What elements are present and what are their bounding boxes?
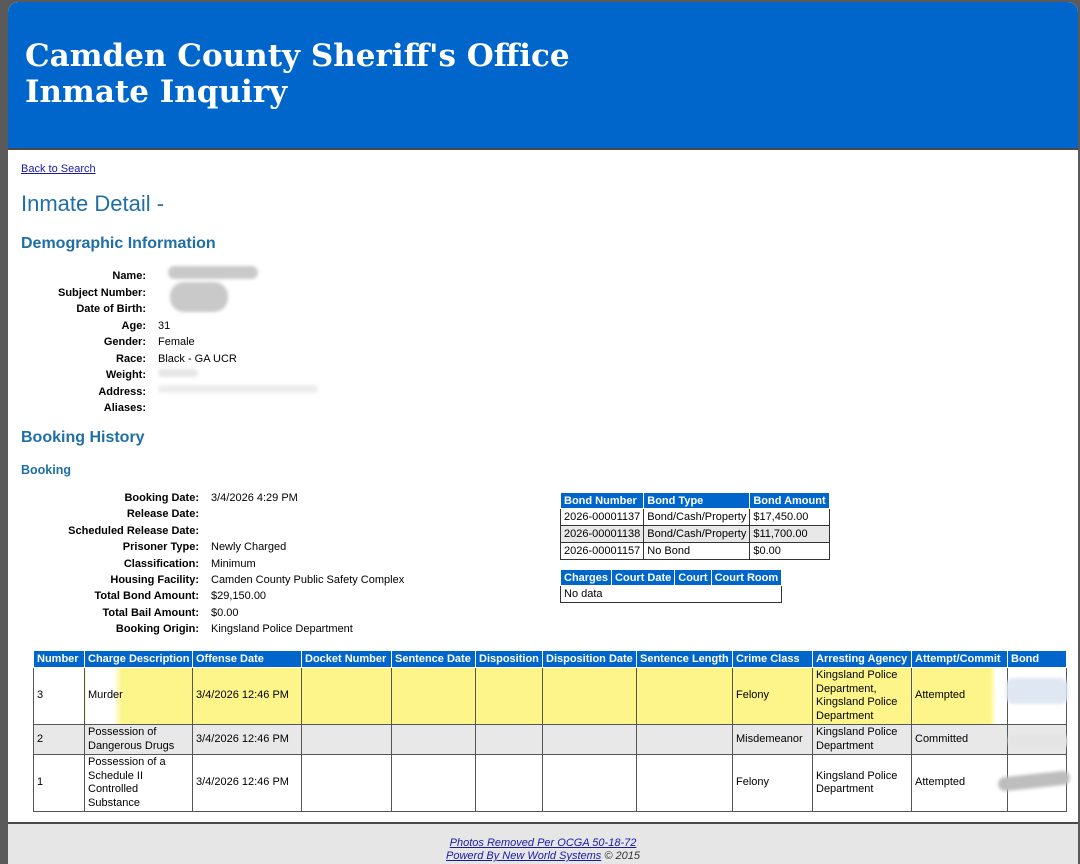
booking-row-release-date bbox=[8, 506, 548, 522]
field-label: Age: bbox=[121, 319, 146, 332]
sentence-date bbox=[392, 725, 476, 755]
disposition-date bbox=[543, 725, 637, 755]
no-data-cell: No data bbox=[561, 586, 782, 603]
column-header: Sentence Length bbox=[637, 651, 733, 668]
arresting-agency: Kingsland Police Department bbox=[813, 755, 912, 812]
table-cell: 2026-00001138 bbox=[561, 526, 644, 543]
table-row bbox=[561, 586, 782, 603]
field-label: Scheduled Release Date: bbox=[68, 524, 199, 537]
disposition-date bbox=[543, 755, 637, 812]
arresting-agency: Kingsland Police Department, Kingsland Police Department bbox=[813, 668, 912, 725]
site-header bbox=[8, 2, 1078, 150]
booking-row-total-bail bbox=[8, 605, 548, 621]
field-label: Total Bail Amount: bbox=[102, 606, 199, 619]
crime-class: Felony bbox=[733, 755, 813, 812]
column-header: Crime Class bbox=[733, 651, 813, 668]
column-header: Docket Number bbox=[302, 651, 392, 668]
column-header: Sentence Date bbox=[392, 651, 476, 668]
offense-date: 3/4/2026 12:46 PM bbox=[193, 725, 302, 755]
disposition bbox=[476, 725, 543, 755]
booking-details-list bbox=[8, 490, 548, 640]
field-value: 3/4/2026 4:29 PM bbox=[211, 492, 298, 504]
field-label: Date of Birth: bbox=[76, 303, 146, 315]
docket-number bbox=[302, 755, 392, 812]
field-label: Booking Date: bbox=[124, 492, 199, 504]
page-footer bbox=[8, 822, 1078, 864]
demographic-list bbox=[8, 268, 568, 418]
charge-number: 1 bbox=[34, 755, 85, 812]
field-value: 31 bbox=[158, 319, 171, 332]
field-label: Gender: bbox=[103, 336, 146, 348]
demographic-heading: Demographic Information bbox=[21, 235, 216, 252]
crime-class: Felony bbox=[733, 668, 813, 725]
column-header: Charge Description bbox=[85, 651, 193, 668]
table-cell: 2026-00001157 bbox=[561, 543, 644, 560]
field-label: Name: bbox=[112, 270, 146, 282]
attempt-commit: Committed bbox=[912, 725, 1008, 755]
column-header: Arresting Agency bbox=[813, 651, 912, 668]
field-label: Total Bond Amount: bbox=[94, 590, 199, 603]
redaction-mark bbox=[1006, 678, 1068, 704]
field-value: Camden County Public Safety Complex bbox=[211, 574, 405, 586]
column-header: Court Date bbox=[612, 570, 675, 586]
booking-row-classification bbox=[8, 556, 548, 572]
disposition bbox=[476, 668, 543, 725]
attempt-commit: Attempted bbox=[912, 755, 1008, 812]
table-row bbox=[34, 755, 1067, 812]
booking-row-date bbox=[8, 490, 548, 506]
charge-description: Murder bbox=[85, 668, 193, 725]
field-label: Booking Origin: bbox=[115, 623, 199, 636]
charges-table-header bbox=[34, 651, 1067, 668]
disposition bbox=[476, 755, 543, 812]
table-cell: Bond/Cash/Property bbox=[644, 509, 750, 526]
demographic-row-weight bbox=[8, 367, 568, 383]
demographic-row-dob bbox=[8, 301, 568, 317]
bond-table-header bbox=[561, 493, 830, 509]
table-row bbox=[561, 526, 830, 543]
field-label: Housing Facility: bbox=[110, 574, 199, 586]
site-title-line2: Inmate Inquiry bbox=[25, 74, 288, 110]
column-header: Bond Number bbox=[561, 493, 644, 509]
table-cell: $0.00 bbox=[750, 543, 829, 560]
site-title bbox=[25, 38, 570, 110]
booking-row-prisoner-type bbox=[8, 539, 548, 555]
table-row bbox=[34, 668, 1067, 725]
site-title-line1: Camden County Sheriff's Office bbox=[25, 38, 570, 74]
table-cell: Bond/Cash/Property bbox=[644, 526, 750, 543]
field-label: Weight: bbox=[105, 369, 146, 381]
sentence-length bbox=[637, 725, 733, 755]
back-to-search-link[interactable]: Back to Search bbox=[21, 163, 96, 175]
field-label: Classification: bbox=[123, 557, 199, 570]
sentence-date bbox=[392, 755, 476, 812]
column-header: Disposition Date bbox=[543, 651, 637, 668]
field-value: Newly Charged bbox=[211, 541, 287, 554]
charge-description: Possession of Dangerous Drugs bbox=[85, 725, 193, 755]
page-title: Inmate Detail - bbox=[21, 191, 165, 216]
field-value: $29,150.00 bbox=[211, 590, 267, 603]
docket-number bbox=[302, 725, 392, 755]
demographic-row-subject-number bbox=[8, 285, 568, 301]
court-table-header bbox=[561, 570, 782, 586]
arresting-agency: Kingsland Police Department bbox=[813, 725, 912, 755]
redaction-mark bbox=[158, 369, 198, 377]
column-header: Court Room bbox=[711, 570, 782, 586]
photos-removed-link[interactable]: Photos Removed Per OCGA 50-18-72 bbox=[449, 837, 637, 849]
charges-table bbox=[33, 650, 1067, 812]
sentence-length bbox=[637, 668, 733, 725]
column-header: Number bbox=[34, 651, 85, 668]
demographic-row-aliases bbox=[8, 400, 568, 416]
booking-row-housing-facility bbox=[8, 572, 548, 588]
booking-row-total-bond bbox=[8, 588, 548, 604]
court-table bbox=[560, 569, 782, 603]
field-value: Black - GA UCR bbox=[158, 352, 237, 365]
redaction-mark bbox=[170, 282, 228, 312]
attempt-commit: Attempted bbox=[912, 668, 1008, 725]
bond-table bbox=[560, 492, 830, 560]
field-value: Kingsland Police Department bbox=[211, 623, 353, 636]
charge-number: 3 bbox=[34, 668, 85, 725]
offense-date: 3/4/2026 12:46 PM bbox=[193, 755, 302, 812]
redaction-mark bbox=[1008, 734, 1068, 748]
demographic-row-name bbox=[8, 268, 568, 284]
demographic-row-gender bbox=[8, 334, 568, 350]
field-label: Aliases: bbox=[103, 402, 146, 414]
copyright-text: © 2015 bbox=[604, 850, 640, 862]
docket-number bbox=[302, 668, 392, 725]
footer-line-2 bbox=[8, 850, 1078, 862]
demographic-row-age bbox=[8, 318, 568, 334]
booking-history-heading: Booking History bbox=[21, 429, 145, 446]
redaction-mark bbox=[168, 266, 258, 279]
field-label: Race: bbox=[116, 352, 146, 365]
table-cell: No Bond bbox=[644, 543, 750, 560]
column-header: Charges bbox=[561, 570, 612, 586]
column-header: Offense Date bbox=[193, 651, 302, 668]
field-value: Female bbox=[158, 336, 195, 348]
disposition-date bbox=[543, 668, 637, 725]
powered-by-link[interactable]: Powerd By New World Systems bbox=[446, 850, 602, 862]
column-header: Court bbox=[675, 570, 711, 586]
charge-number: 2 bbox=[34, 725, 85, 755]
column-header: Bond bbox=[1008, 651, 1067, 668]
table-cell: $17,450.00 bbox=[750, 509, 829, 526]
booking-subheading: Booking bbox=[21, 463, 71, 477]
offense-date: 3/4/2026 12:46 PM bbox=[193, 668, 302, 725]
table-row bbox=[561, 509, 830, 526]
field-value: $0.00 bbox=[211, 606, 239, 619]
redaction-mark bbox=[158, 385, 318, 393]
sentence-date bbox=[392, 668, 476, 725]
field-label: Prisoner Type: bbox=[122, 541, 199, 554]
field-label: Address: bbox=[98, 385, 146, 398]
browser-page bbox=[8, 2, 1078, 864]
field-label: Subject Number: bbox=[57, 286, 146, 299]
field-value: Minimum bbox=[211, 557, 256, 570]
charge-description: Possession of a Schedule II Controlled Substance bbox=[85, 755, 193, 812]
demographic-row-race bbox=[8, 351, 568, 367]
table-cell: 2026-00001137 bbox=[561, 509, 644, 526]
table-row bbox=[561, 543, 830, 560]
table-row bbox=[34, 725, 1067, 755]
booking-row-origin bbox=[8, 621, 548, 637]
column-header: Attempt/Commit bbox=[912, 651, 1008, 668]
column-header: Bond Amount bbox=[750, 493, 829, 509]
field-label: Release Date: bbox=[126, 508, 199, 521]
column-header: Disposition bbox=[476, 651, 543, 668]
table-cell: $11,700.00 bbox=[750, 526, 829, 543]
crime-class: Misdemeanor bbox=[733, 725, 813, 755]
footer-line-1 bbox=[8, 837, 1078, 849]
sentence-length bbox=[637, 755, 733, 812]
booking-row-scheduled-release bbox=[8, 523, 548, 539]
column-header: Bond Type bbox=[644, 493, 750, 509]
